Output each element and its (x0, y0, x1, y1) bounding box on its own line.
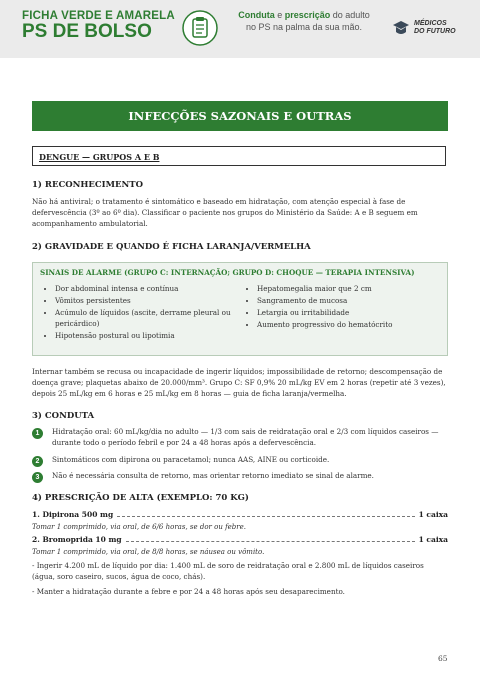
list-item: • Aumento progressivo do hematócrito (257, 319, 453, 330)
list-item: • Sangramento de mucosa (257, 295, 453, 306)
section-3-title: 3) CONDUTA (32, 411, 95, 421)
tagline (234, 10, 374, 33)
tagline-rest: do adulto no PS na palma da sua mão. (245, 10, 370, 32)
drug-instruction: Tomar 1 comprimido, via oral, de 6/6 horas, se dor ou febre. (32, 523, 247, 531)
brand-line1: FICHA VERDE E AMARELA (22, 10, 175, 22)
logo-line1: MÉDICOS (414, 20, 447, 27)
brand-line2: PS DE BOLSO (22, 21, 152, 42)
drug-quantity: 1 caixa (418, 510, 448, 519)
step-number-2: 2 (32, 456, 43, 467)
step-3-text: Não é necessária consulta de retorno, mas orientar retorno imediato se sinal de alarme. (52, 471, 374, 480)
drug-instruction: Tomar 1 comprimido, via oral, de 8/8 horas, se náusea ou vômito. (32, 548, 265, 556)
step-number-3: 3 (32, 472, 43, 483)
section-2-title: 2) GRAVIDADE E QUANDO É FICHA LARANJA/VERMELHA (32, 242, 311, 252)
alarm-list-left (43, 283, 255, 342)
alarm-box-title: SINAIS DE ALARME (GRUPO C: INTERNAÇÃO; GRUPO D: CHOQUE — TERAPIA INTENSIVA) (40, 268, 415, 277)
drug-name: 1. Dipirona 500 mg (32, 510, 114, 519)
list-item: • Dor abdominal intensa e contínua (55, 283, 255, 294)
leader-dots (117, 510, 414, 517)
section-1-title: 1) RECONHECIMENTO (32, 180, 144, 190)
brand (22, 10, 175, 42)
tagline-prescricao: prescrição (284, 10, 331, 20)
page-header (0, 0, 480, 58)
list-item: • Hipotensão postural ou lipotimia (55, 330, 255, 341)
drug-quantity: 1 caixa (418, 535, 448, 544)
alarm-list-right (245, 283, 453, 331)
page-number: 65 (438, 654, 448, 663)
medicos-do-futuro-logo-icon (392, 20, 410, 38)
tagline-and: e (274, 10, 285, 20)
clipboard-icon (182, 10, 218, 46)
section-2-text: Internar também se recusa ou incapacidade de ingerir líquidos; impossibilidade de retorno; descompensação de doença grave; plaquetas abaixo de 20.000/mm³. Grupo C: SF 0,9% 20 mL/kg EV em 2 horas (repetir até 3 vezes), depois 25 mL/kg em 6 horas e 25 mL/kg em 8 horas — guia de ficha laranja/vermelha. (32, 367, 446, 398)
logo-line2: DO FUTURO (414, 28, 456, 35)
step-2-text: Sintomáticos com dipirona ou paracetamol; nunca AAS, AINE ou corticoide. (52, 455, 330, 464)
step-number-1: 1 (32, 428, 43, 439)
logo-text (414, 20, 456, 36)
leader-dots (126, 535, 415, 542)
tagline-conduta: Conduta (238, 10, 275, 20)
prescription-item-2 (32, 535, 448, 544)
list-item: • Vômitos persistentes (55, 295, 255, 306)
subheading: DENGUE — GRUPOS A E B (39, 152, 160, 162)
discharge-note-2: - Manter a hidratação durante a febre e por 24 a 48 horas após seu desaparecimento. (32, 587, 345, 596)
list-item: • Hepatomegalia maior que 2 cm (257, 283, 453, 294)
prescription-item-1 (32, 510, 448, 519)
step-1-text: Hidratação oral: 60 mL/kg/dia no adulto — 1/3 com sais de reidratação oral e 2/3 com líquidos caseiros — durante todo o período febril e por 24 a 48 horas após a defervescência. (52, 427, 439, 447)
list-item: • Acúmulo de líquidos (ascite, derrame pleural ou pericárdico) (55, 307, 255, 329)
drug-name: 2. Bromoprida 10 mg (32, 535, 122, 544)
section-4-title: 4) PRESCRIÇÃO DE ALTA (EXEMPLO: 70 KG) (32, 493, 249, 503)
section-1-text: Não há antiviral; o tratamento é sintomático e baseado em hidratação, com atenção especial à fase de defervescência (3º ao 6º dia). Classificar o paciente nos grupos do Ministério da Saúde: A e B seguem em acompanhamento ambulatorial. (32, 197, 418, 228)
list-item: • Letargia ou irritabilidade (257, 307, 453, 318)
alarm-signs-box (32, 262, 448, 356)
discharge-note-1: - Ingerir 4.200 mL de líquido por dia: 1.400 mL de soro de reidratação oral e 2.800 mL de líquidos caseiros (água, soro caseiro, sucos, água de coco, chás). (32, 561, 424, 581)
section-banner: INFECÇÕES SAZONAIS E OUTRAS (32, 101, 448, 131)
subheading-box (32, 146, 446, 166)
